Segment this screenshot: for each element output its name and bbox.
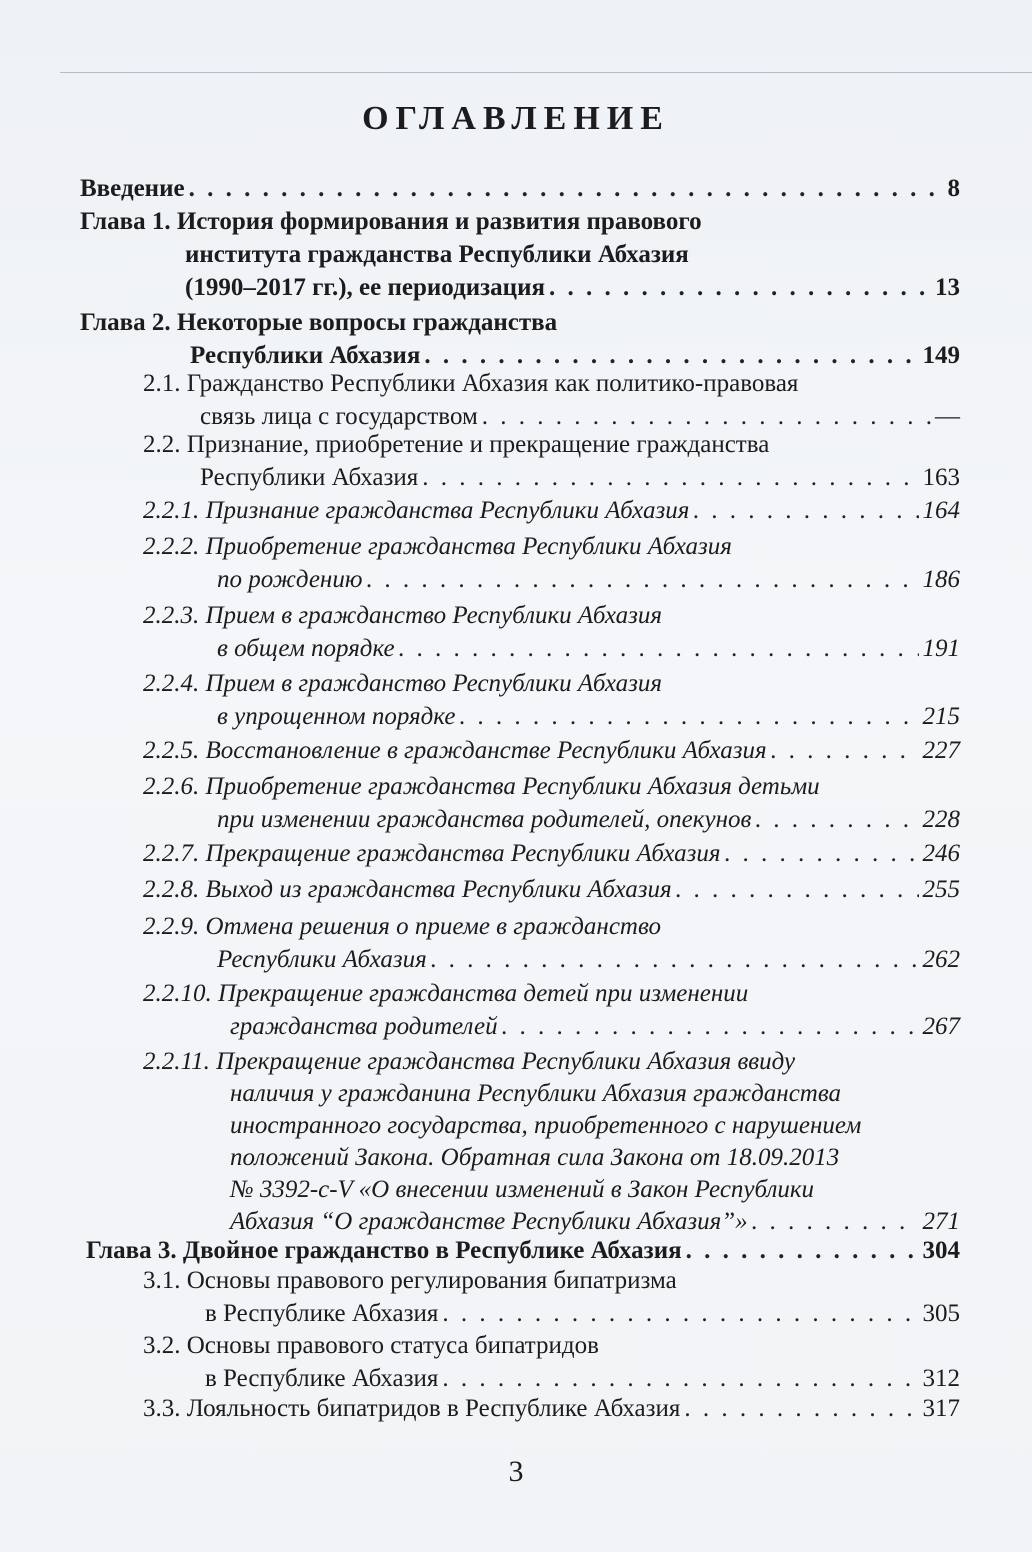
- page-number: 3: [508, 1455, 524, 1488]
- toc-page-number: 271: [922, 1208, 960, 1235]
- toc-entry-title: Глава 2. Некоторые вопросы гражданства: [80, 309, 558, 336]
- toc-page-number: 8: [947, 175, 960, 202]
- toc-entry-title-cont: связь лица с государством: [200, 403, 478, 430]
- page-title: ОГЛАВЛЕНИЕ: [362, 100, 670, 137]
- toc-page-number: 13: [935, 274, 960, 301]
- leader-dots: [676, 873, 919, 906]
- toc-entry-title-cont: при изменении гражданства родителей, опекунов: [217, 806, 752, 833]
- toc-entry-title: 2.2.1. Признание гражданства Республики Абхазия: [143, 497, 690, 524]
- leader-dots: [686, 1234, 919, 1267]
- running-header-rule: [60, 32, 1032, 73]
- toc-entry-title: 2.2.10. Прекращение гражданства детей при изменении: [143, 980, 749, 1007]
- toc-page-number: 191: [922, 635, 960, 662]
- toc-page-number: 305: [922, 1300, 960, 1327]
- toc-entry-title: 2.1. Гражданство Республики Абхазия как политико-правовая: [143, 370, 799, 397]
- toc-entry-title: 2.2.7. Прекращение гражданства Республики Абхазия: [143, 840, 721, 867]
- leader-dots: [725, 837, 919, 870]
- toc-entry-title: 2.2.5. Восстановление в гражданстве Республики Абхазия: [143, 737, 767, 764]
- toc-entry-title-cont: Республики Абхазия: [190, 342, 421, 369]
- toc-page-number: 262: [922, 946, 960, 973]
- leader-dots: [459, 700, 918, 733]
- toc-entry-title: Глава 1. История формирования и развития правового: [80, 208, 702, 235]
- toc-entry-title-cont: № 3392-с-V «О внесении изменений в Закон Республики: [230, 1176, 815, 1203]
- toc-page-number: 163: [922, 464, 960, 491]
- toc-entry-title-cont: положений Закона. Обратная сила Закона от 18.09.2013: [230, 1144, 840, 1171]
- toc-page-number: 215: [922, 703, 960, 730]
- leader-dots: [442, 1297, 918, 1330]
- toc-entry-title-cont: наличия у гражданина Республики Абхазия гражданства: [230, 1080, 842, 1107]
- toc-page-number: 255: [922, 876, 960, 903]
- leader-dots: [684, 1392, 918, 1425]
- toc-entry-title: 2.2.3. Прием в гражданство Республики Абхазия: [143, 602, 663, 629]
- toc-page-number: 317: [922, 1395, 960, 1422]
- toc-page-number: 304: [922, 1237, 960, 1264]
- toc-page-number: 228: [922, 806, 960, 833]
- toc-entry-title-cont: иностранного государства, приобретенного с нарушением: [230, 1112, 862, 1139]
- toc-page-number: 312: [922, 1365, 960, 1392]
- toc-entry-title-cont: гражданства родителей: [230, 1013, 498, 1040]
- toc-page-number: 164: [922, 497, 960, 524]
- toc-entry-title: Введение: [80, 175, 185, 202]
- leader-dots: [502, 1010, 919, 1043]
- toc-entry-title: 2.2.11. Прекращение гражданства Республики Абхазия ввиду: [143, 1048, 796, 1075]
- leader-dots: [549, 271, 931, 304]
- toc-entry-title: 2.2.8. Выход из гражданства Республики Абхазия: [143, 876, 672, 903]
- toc-entry-title: 2.2.6. Приобретение гражданства Республики Абхазия детьми: [143, 773, 820, 800]
- leader-dots: [422, 461, 918, 494]
- leader-dots: [399, 632, 919, 665]
- toc-entry-title: Глава 3. Двойное гражданство в Республике Абхазия: [86, 1237, 682, 1264]
- toc-entry-title-cont: в упрощенном порядке: [217, 703, 456, 730]
- toc-entry-title: 3.2. Основы правового статуса бипатридов: [143, 1332, 599, 1359]
- toc-entry-title-cont: по рождению: [217, 566, 363, 593]
- toc-entry-title: 3.3. Лояльность бипатридов в Республике Абхазия: [143, 1395, 681, 1422]
- leader-dots: [431, 943, 919, 976]
- toc-entry-title: 3.1. Основы правового регулирования бипатризма: [143, 1267, 677, 1294]
- leader-dots: [189, 172, 944, 205]
- toc-entry-title-cont: в Республике Абхазия: [205, 1300, 439, 1327]
- toc-page-number: 267: [922, 1013, 960, 1040]
- leader-dots: [755, 803, 918, 836]
- toc-page-number: 186: [922, 566, 960, 593]
- toc-entry-title-cont: в общем порядке: [217, 635, 395, 662]
- leader-dots: [366, 563, 918, 596]
- toc-entry-title-cont: Республики Абхазия: [217, 946, 427, 973]
- toc-entry-title: 2.2.4. Прием в гражданство Республики Абхазия: [143, 670, 663, 697]
- toc-entry-title-cont: Республики Абхазия: [200, 464, 419, 491]
- toc-entry-title-cont: в Республике Абхазия: [205, 1365, 439, 1392]
- leader-dots: [442, 1362, 918, 1395]
- toc-entry-title: 2.2.9. Отмена решения о приеме в гражданство: [143, 913, 662, 940]
- toc-page-number: 246: [922, 840, 960, 867]
- toc-entry-title-cont: Абхазия “О гражданстве Республики Абхазия”»: [230, 1208, 748, 1235]
- toc-entry-title: 2.2. Признание, приобретение и прекращение гражданства: [143, 431, 770, 458]
- toc-entry-title-cont: (1990–2017 гг.), ее периодизация: [185, 274, 545, 301]
- toc-page-number: 227: [922, 737, 960, 764]
- leader-dots: [693, 494, 918, 527]
- toc-entry-title-cont: института гражданства Республики Абхазия: [185, 241, 689, 268]
- toc-page-number: 149: [922, 342, 960, 369]
- toc-entry-title: 2.2.2. Приобретение гражданства Республики Абхазия: [143, 533, 732, 560]
- leader-dots: [771, 734, 919, 767]
- toc-page-number: —: [935, 403, 960, 430]
